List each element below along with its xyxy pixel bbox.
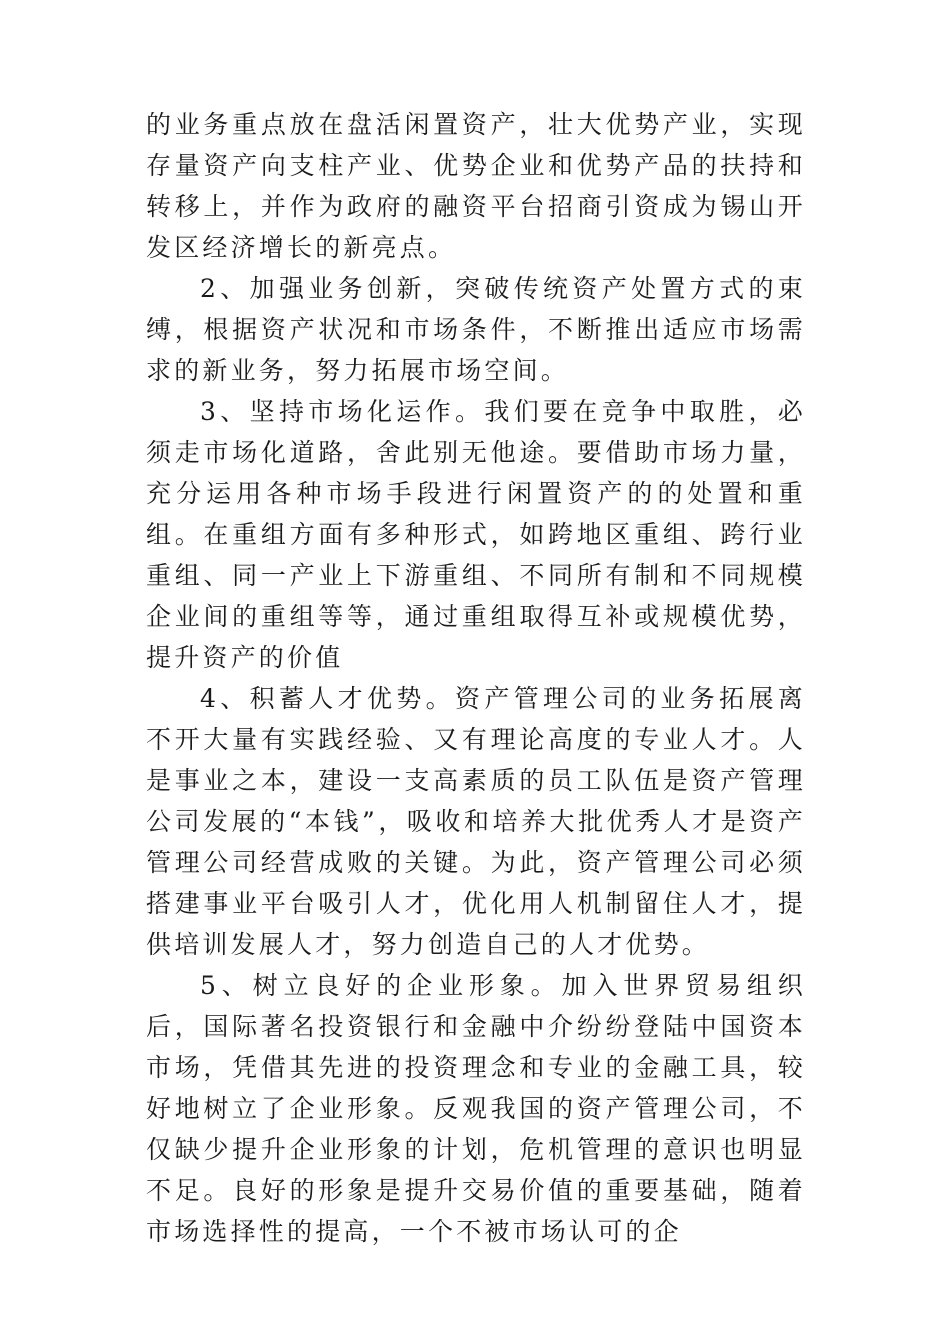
paragraph-item-4-talent-advantage: 4、积蓄人才优势。资产管理公司的业务拓展离不开大量有实践经验、又有理论高度的专业人才。人是事业之本，建设一支高素质的员工队伍是资产管理公司发展的“本钱”，吸收和培养大批优秀人才是资产管理公司经营成败的关键。为此，资产管理公司必须搭建事业平台吸引人才，优化用人机制留住人才，提供培训发展人才，努力创造自己的人才优势。	[146, 684, 806, 959]
paragraph-item-2-business-innovation: 2、加强业务创新，突破传统资产处置方式的束缚，根据资产状况和市场条件，不断推出适应市场需求的新业务，努力拓展市场空间。	[146, 274, 806, 385]
paragraph-item-5-corporate-image: 5、树立良好的企业形象。加入世界贸易组织后，国际著名投资银行和金融中介纷纷登陆中国资本市场，凭借其先进的投资理念和专业的金融工具，较好地树立了企业形象。反观我国的资产管理公司，不仅缺少提升企业形象的计划，危机管理的意识也明显不足。良好的形象是提升交易价值的重要基础，随着市场选择性的提高，一个不被市场认可的企	[146, 971, 806, 1246]
document-body	[146, 104, 806, 1252]
paragraph-continuation: 的业务重点放在盘活闲置资产，壮大优势产业，实现存量资产向支柱产业、优势企业和优势产品的扶持和转移上，并作为政府的融资平台招商引资成为锡山开发区经济增长的新亮点。	[146, 110, 806, 262]
paragraph-item-3-market-operation: 3、坚持市场化运作。我们要在竞争中取胜，必须走市场化道路，舍此别无他途。要借助市场力量，充分运用各种市场手段进行闲置资产的的处置和重组。在重组方面有多种形式，如跨地区重组、跨行业重组、同一产业上下游重组、不同所有制和不同规模企业间的重组等等，通过重组取得互补或规模优势，提升资产的价值	[146, 397, 806, 672]
